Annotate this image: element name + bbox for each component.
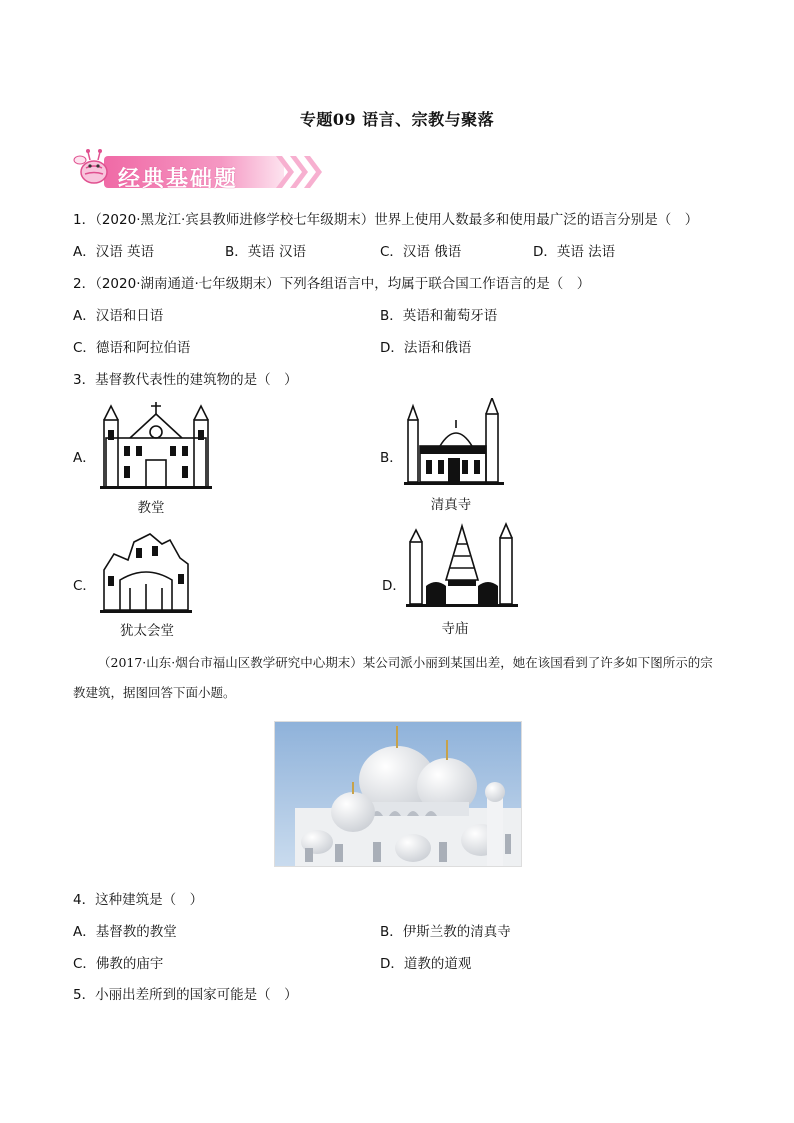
q1-option-c[interactable]: C．汉语 俄语 [380,244,462,260]
question-1-stem: 1．（2020·黑龙江·宾县教师进修学校七年级期末）世界上使用人数最多和使用最广泛的语言分别是（ ） [73,212,699,228]
question-5-stem: 5．小丽出差所到的国家可能是（ ） [73,987,298,1003]
temple-icon [406,520,518,608]
q2-option-b[interactable]: B．英语和葡萄牙语 [380,308,498,324]
q2-option-a[interactable]: A．汉语和日语 [73,308,164,324]
q2-option-c[interactable]: C．德语和阿拉伯语 [73,340,191,356]
q3-option-d-letter[interactable]: D． [382,578,406,594]
question-3-stem: 3．基督教代表性的建筑物的是（ ） [73,372,298,388]
material-intro: （2017·山东·烟台市福山区教学研究中心期末）某公司派小丽到某国出差，她在该国看到了许多如下图所示的宗教建筑，据图回答下面小题。 [73,655,713,700]
mosque-photo [274,721,522,867]
q1-option-a[interactable]: A．汉语 英语 [73,244,155,260]
q3-caption-b: 清真寺 [430,497,472,513]
q1-option-d[interactable]: D．英语 法语 [533,244,616,260]
section-label: 经典基础题 [118,167,239,192]
q3-option-a-letter[interactable]: A． [73,450,96,466]
synagogue-icon [100,530,192,614]
bee-icon [74,149,107,183]
q2-option-d[interactable]: D．法语和俄语 [380,340,472,356]
q4-option-b[interactable]: B．伊斯兰教的清真寺 [380,924,511,940]
q3-option-b-letter[interactable]: B． [380,450,403,466]
question-4-stem: 4．这种建筑是（ ） [73,892,204,908]
q3-option-c-letter[interactable]: C． [73,578,96,594]
q3-caption-a: 教堂 [137,500,165,516]
mosque-icon [404,398,504,486]
church-icon [100,400,212,490]
question-2-stem: 2．（2020·湖南通道·七年级期末）下列各组语言中，均属于联合国工作语言的是（ ） [73,276,591,292]
q3-caption-d: 寺庙 [441,621,469,637]
q4-option-c[interactable]: C．佛教的庙宇 [73,956,164,972]
page-title: 专题09 语言、宗教与聚落 [299,110,495,129]
q3-caption-c: 犹太会堂 [120,623,174,639]
q4-option-d[interactable]: D．道教的道观 [380,956,472,972]
q1-option-b[interactable]: B．英语 汉语 [225,244,307,260]
q4-option-a[interactable]: A．基督教的教堂 [73,924,177,940]
